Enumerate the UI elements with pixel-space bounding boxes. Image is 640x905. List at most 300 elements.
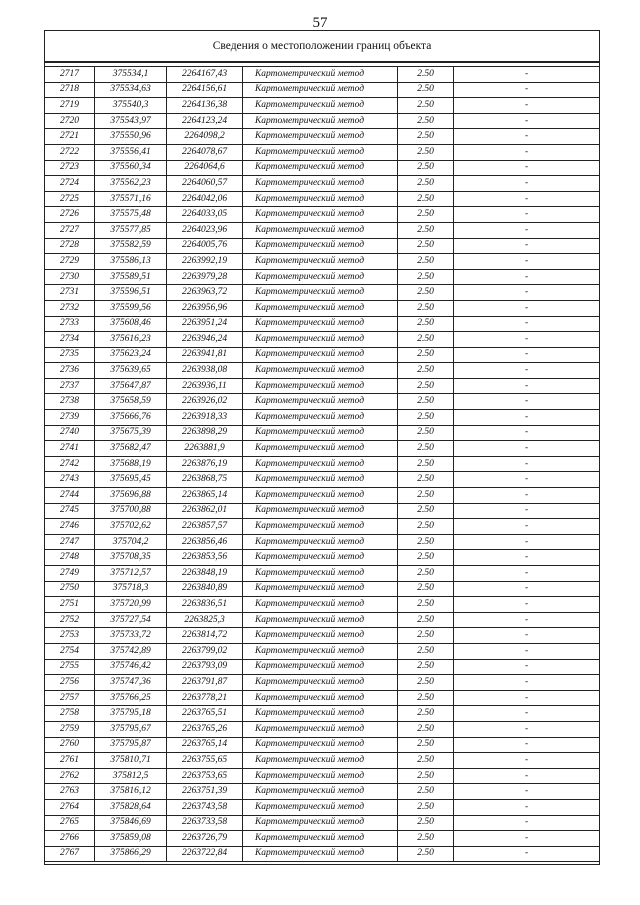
description-cell: -	[454, 160, 600, 176]
description-cell: -	[454, 254, 600, 270]
determination-method-cell: Картометрический метод	[243, 612, 398, 628]
point-number-cell: 2766	[45, 831, 95, 847]
description-cell: -	[454, 628, 600, 644]
table-row	[45, 82, 600, 98]
y-coordinate-cell: 2263898,29	[167, 425, 243, 441]
description-cell: -	[454, 831, 600, 847]
point-number-cell: 2745	[45, 503, 95, 519]
precision-cell: 2.50	[398, 675, 454, 691]
table-body	[45, 31, 600, 865]
y-coordinate-cell: 2264156,61	[167, 82, 243, 98]
point-number-cell: 2724	[45, 176, 95, 192]
y-coordinate-cell: 2263799,02	[167, 643, 243, 659]
point-number-cell: 2722	[45, 144, 95, 160]
determination-method-cell: Картометрический метод	[243, 425, 398, 441]
x-coordinate-cell: 375616,23	[95, 332, 167, 348]
precision-cell: 2.50	[398, 503, 454, 519]
determination-method-cell: Картометрический метод	[243, 706, 398, 722]
y-coordinate-cell: 2264123,24	[167, 113, 243, 129]
x-coordinate-cell: 375623,24	[95, 347, 167, 363]
y-coordinate-cell: 2264042,06	[167, 191, 243, 207]
description-cell: -	[454, 753, 600, 769]
y-coordinate-cell: 2263862,01	[167, 503, 243, 519]
x-coordinate-cell: 375560,34	[95, 160, 167, 176]
x-coordinate-cell: 375708,35	[95, 550, 167, 566]
precision-cell: 2.50	[398, 488, 454, 504]
point-number-cell: 2756	[45, 675, 95, 691]
point-number-cell: 2729	[45, 254, 95, 270]
description-cell: -	[454, 612, 600, 628]
x-coordinate-cell: 375720,99	[95, 597, 167, 613]
precision-cell: 2.50	[398, 815, 454, 831]
y-coordinate-cell: 2264136,38	[167, 98, 243, 114]
x-coordinate-cell: 375695,45	[95, 472, 167, 488]
description-cell: -	[454, 597, 600, 613]
precision-cell: 2.50	[398, 534, 454, 550]
determination-method-cell: Картометрический метод	[243, 519, 398, 535]
determination-method-cell: Картометрический метод	[243, 768, 398, 784]
table-row	[45, 753, 600, 769]
point-number-cell: 2731	[45, 285, 95, 301]
point-number-cell: 2733	[45, 316, 95, 332]
x-coordinate-cell: 375599,56	[95, 300, 167, 316]
precision-cell: 2.50	[398, 191, 454, 207]
y-coordinate-cell: 2263865,14	[167, 488, 243, 504]
point-number-cell: 2755	[45, 659, 95, 675]
x-coordinate-cell: 375647,87	[95, 378, 167, 394]
precision-cell: 2.50	[398, 737, 454, 753]
determination-method-cell: Картометрический метод	[243, 534, 398, 550]
precision-cell: 2.50	[398, 144, 454, 160]
table-row	[45, 519, 600, 535]
description-cell: -	[454, 659, 600, 675]
y-coordinate-cell: 2263926,02	[167, 394, 243, 410]
precision-cell: 2.50	[398, 831, 454, 847]
y-coordinate-cell: 2263825,3	[167, 612, 243, 628]
table-row	[45, 628, 600, 644]
determination-method-cell: Картометрический метод	[243, 98, 398, 114]
y-coordinate-cell: 2264023,96	[167, 222, 243, 238]
point-number-cell: 2717	[45, 67, 95, 83]
point-number-cell: 2743	[45, 472, 95, 488]
x-coordinate-cell: 375582,59	[95, 238, 167, 254]
x-coordinate-cell: 375682,47	[95, 441, 167, 457]
x-coordinate-cell: 375733,72	[95, 628, 167, 644]
point-number-cell: 2730	[45, 269, 95, 285]
description-cell: -	[454, 643, 600, 659]
description-cell: -	[454, 488, 600, 504]
point-number-cell: 2741	[45, 441, 95, 457]
table-row	[45, 472, 600, 488]
description-cell: -	[454, 98, 600, 114]
precision-cell: 2.50	[398, 254, 454, 270]
point-number-cell: 2740	[45, 425, 95, 441]
table-row	[45, 643, 600, 659]
point-number-cell: 2765	[45, 815, 95, 831]
y-coordinate-cell: 2263778,21	[167, 690, 243, 706]
point-number-cell: 2761	[45, 753, 95, 769]
table-row	[45, 768, 600, 784]
table-row	[45, 300, 600, 316]
table-row	[45, 503, 600, 519]
y-coordinate-cell: 2263963,72	[167, 285, 243, 301]
description-cell: -	[454, 363, 600, 379]
table-row	[45, 534, 600, 550]
y-coordinate-cell: 2264064,6	[167, 160, 243, 176]
determination-method-cell: Картометрический метод	[243, 176, 398, 192]
y-coordinate-cell: 2263848,19	[167, 566, 243, 582]
y-coordinate-cell: 2263765,14	[167, 737, 243, 753]
precision-cell: 2.50	[398, 82, 454, 98]
table-row	[45, 113, 600, 129]
section-title: Сведения о местоположении границ объекта	[45, 31, 600, 63]
precision-cell: 2.50	[398, 176, 454, 192]
x-coordinate-cell: 375810,71	[95, 753, 167, 769]
precision-cell: 2.50	[398, 612, 454, 628]
y-coordinate-cell: 2264078,67	[167, 144, 243, 160]
point-number-cell: 2759	[45, 721, 95, 737]
point-number-cell: 2758	[45, 706, 95, 722]
table-row	[45, 441, 600, 457]
precision-cell: 2.50	[398, 347, 454, 363]
description-cell: -	[454, 799, 600, 815]
determination-method-cell: Картометрический метод	[243, 378, 398, 394]
table-row	[45, 815, 600, 831]
precision-cell: 2.50	[398, 768, 454, 784]
precision-cell: 2.50	[398, 425, 454, 441]
determination-method-cell: Картометрический метод	[243, 753, 398, 769]
x-coordinate-cell: 375688,19	[95, 456, 167, 472]
description-cell: -	[454, 566, 600, 582]
y-coordinate-cell: 2263765,26	[167, 721, 243, 737]
point-number-cell: 2718	[45, 82, 95, 98]
y-coordinate-cell: 2263946,24	[167, 332, 243, 348]
point-number-cell: 2747	[45, 534, 95, 550]
table-row	[45, 488, 600, 504]
point-number-cell: 2727	[45, 222, 95, 238]
precision-cell: 2.50	[398, 129, 454, 145]
x-coordinate-cell: 375746,42	[95, 659, 167, 675]
x-coordinate-cell: 375696,88	[95, 488, 167, 504]
table-row	[45, 176, 600, 192]
point-number-cell: 2728	[45, 238, 95, 254]
x-coordinate-cell: 375575,48	[95, 207, 167, 223]
point-number-cell: 2763	[45, 784, 95, 800]
point-number-cell: 2720	[45, 113, 95, 129]
point-number-cell: 2748	[45, 550, 95, 566]
x-coordinate-cell: 375795,87	[95, 737, 167, 753]
description-cell: -	[454, 394, 600, 410]
determination-method-cell: Картометрический метод	[243, 643, 398, 659]
table-row	[45, 332, 600, 348]
point-number-cell: 2753	[45, 628, 95, 644]
determination-method-cell: Картометрический метод	[243, 488, 398, 504]
y-coordinate-cell: 2264167,43	[167, 67, 243, 83]
determination-method-cell: Картометрический метод	[243, 675, 398, 691]
x-coordinate-cell: 375658,59	[95, 394, 167, 410]
y-coordinate-cell: 2263793,09	[167, 659, 243, 675]
precision-cell: 2.50	[398, 98, 454, 114]
x-coordinate-cell: 375866,29	[95, 846, 167, 862]
determination-method-cell: Картометрический метод	[243, 269, 398, 285]
y-coordinate-cell: 2263951,24	[167, 316, 243, 332]
table-row	[45, 347, 600, 363]
determination-method-cell: Картометрический метод	[243, 160, 398, 176]
table-row	[45, 425, 600, 441]
table-row	[45, 831, 600, 847]
x-coordinate-cell: 375608,46	[95, 316, 167, 332]
description-cell: -	[454, 737, 600, 753]
determination-method-cell: Картометрический метод	[243, 207, 398, 223]
x-coordinate-cell: 375700,88	[95, 503, 167, 519]
precision-cell: 2.50	[398, 846, 454, 862]
description-cell: -	[454, 534, 600, 550]
x-coordinate-cell: 375742,89	[95, 643, 167, 659]
x-coordinate-cell: 375675,39	[95, 425, 167, 441]
point-number-cell: 2737	[45, 378, 95, 394]
determination-method-cell: Картометрический метод	[243, 238, 398, 254]
precision-cell: 2.50	[398, 269, 454, 285]
table-row	[45, 394, 600, 410]
determination-method-cell: Картометрический метод	[243, 503, 398, 519]
table-row	[45, 784, 600, 800]
x-coordinate-cell: 375766,25	[95, 690, 167, 706]
table-row	[45, 581, 600, 597]
description-cell: -	[454, 347, 600, 363]
table-row	[45, 566, 600, 582]
determination-method-cell: Картометрический метод	[243, 347, 398, 363]
table-row	[45, 269, 600, 285]
determination-method-cell: Картометрический метод	[243, 815, 398, 831]
table-row	[45, 285, 600, 301]
description-cell: -	[454, 503, 600, 519]
precision-cell: 2.50	[398, 753, 454, 769]
y-coordinate-cell: 2263956,96	[167, 300, 243, 316]
point-number-cell: 2719	[45, 98, 95, 114]
y-coordinate-cell: 2263868,75	[167, 472, 243, 488]
determination-method-cell: Картометрический метод	[243, 300, 398, 316]
x-coordinate-cell: 375795,67	[95, 721, 167, 737]
table-row	[45, 98, 600, 114]
x-coordinate-cell: 375534,1	[95, 67, 167, 83]
determination-method-cell: Картометрический метод	[243, 129, 398, 145]
determination-method-cell: Картометрический метод	[243, 316, 398, 332]
precision-cell: 2.50	[398, 721, 454, 737]
description-cell: -	[454, 222, 600, 238]
description-cell: -	[454, 176, 600, 192]
precision-cell: 2.50	[398, 784, 454, 800]
y-coordinate-cell: 2263753,65	[167, 768, 243, 784]
description-cell: -	[454, 269, 600, 285]
point-number-cell: 2764	[45, 799, 95, 815]
y-coordinate-cell: 2263751,39	[167, 784, 243, 800]
determination-method-cell: Картометрический метод	[243, 363, 398, 379]
point-number-cell: 2736	[45, 363, 95, 379]
y-coordinate-cell: 2263733,58	[167, 815, 243, 831]
y-coordinate-cell: 2263765,51	[167, 706, 243, 722]
precision-cell: 2.50	[398, 332, 454, 348]
description-cell: -	[454, 721, 600, 737]
description-cell: -	[454, 285, 600, 301]
description-cell: -	[454, 378, 600, 394]
y-coordinate-cell: 2263992,19	[167, 254, 243, 270]
precision-cell: 2.50	[398, 441, 454, 457]
description-cell: -	[454, 410, 600, 426]
x-coordinate-cell: 375704,2	[95, 534, 167, 550]
precision-cell: 2.50	[398, 160, 454, 176]
determination-method-cell: Картометрический метод	[243, 550, 398, 566]
table-row	[45, 254, 600, 270]
x-coordinate-cell: 375571,16	[95, 191, 167, 207]
table-bottom-border	[45, 862, 600, 865]
x-coordinate-cell: 375747,36	[95, 675, 167, 691]
precision-cell: 2.50	[398, 550, 454, 566]
point-number-cell: 2750	[45, 581, 95, 597]
point-number-cell: 2752	[45, 612, 95, 628]
determination-method-cell: Картометрический метод	[243, 846, 398, 862]
point-number-cell: 2749	[45, 566, 95, 582]
x-coordinate-cell: 375596,51	[95, 285, 167, 301]
y-coordinate-cell: 2263938,08	[167, 363, 243, 379]
precision-cell: 2.50	[398, 456, 454, 472]
determination-method-cell: Картометрический метод	[243, 285, 398, 301]
y-coordinate-cell: 2263936,11	[167, 378, 243, 394]
y-coordinate-cell: 2263791,87	[167, 675, 243, 691]
point-number-cell: 2754	[45, 643, 95, 659]
precision-cell: 2.50	[398, 238, 454, 254]
determination-method-cell: Картометрический метод	[243, 113, 398, 129]
precision-cell: 2.50	[398, 472, 454, 488]
table-row	[45, 706, 600, 722]
description-cell: -	[454, 300, 600, 316]
table-row	[45, 222, 600, 238]
description-cell: -	[454, 846, 600, 862]
boundary-coordinates-table	[44, 30, 600, 865]
point-number-cell: 2762	[45, 768, 95, 784]
y-coordinate-cell: 2264033,05	[167, 207, 243, 223]
point-number-cell: 2746	[45, 519, 95, 535]
x-coordinate-cell: 375718,3	[95, 581, 167, 597]
precision-cell: 2.50	[398, 581, 454, 597]
description-cell: -	[454, 706, 600, 722]
table-row	[45, 737, 600, 753]
x-coordinate-cell: 375586,13	[95, 254, 167, 270]
point-number-cell: 2767	[45, 846, 95, 862]
description-cell: -	[454, 425, 600, 441]
determination-method-cell: Картометрический метод	[243, 566, 398, 582]
determination-method-cell: Картометрический метод	[243, 690, 398, 706]
x-coordinate-cell: 375828,64	[95, 799, 167, 815]
y-coordinate-cell: 2263918,33	[167, 410, 243, 426]
x-coordinate-cell: 375666,76	[95, 410, 167, 426]
determination-method-cell: Картометрический метод	[243, 597, 398, 613]
precision-cell: 2.50	[398, 207, 454, 223]
description-cell: -	[454, 519, 600, 535]
x-coordinate-cell: 375816,12	[95, 784, 167, 800]
y-coordinate-cell: 2263876,19	[167, 456, 243, 472]
table-row	[45, 659, 600, 675]
description-cell: -	[454, 472, 600, 488]
x-coordinate-cell: 375543,97	[95, 113, 167, 129]
description-cell: -	[454, 316, 600, 332]
point-number-cell: 2734	[45, 332, 95, 348]
precision-cell: 2.50	[398, 113, 454, 129]
determination-method-cell: Картометрический метод	[243, 410, 398, 426]
description-cell: -	[454, 238, 600, 254]
y-coordinate-cell: 2263726,79	[167, 831, 243, 847]
x-coordinate-cell: 375712,57	[95, 566, 167, 582]
precision-cell: 2.50	[398, 566, 454, 582]
table-row	[45, 612, 600, 628]
precision-cell: 2.50	[398, 706, 454, 722]
determination-method-cell: Картометрический метод	[243, 472, 398, 488]
determination-method-cell: Картометрический метод	[243, 394, 398, 410]
y-coordinate-cell: 2263881,9	[167, 441, 243, 457]
description-cell: -	[454, 784, 600, 800]
table-row	[45, 191, 600, 207]
table-row	[45, 410, 600, 426]
table-row	[45, 238, 600, 254]
point-number-cell: 2721	[45, 129, 95, 145]
description-cell: -	[454, 207, 600, 223]
y-coordinate-cell: 2264060,57	[167, 176, 243, 192]
description-cell: -	[454, 67, 600, 83]
y-coordinate-cell: 2263836,51	[167, 597, 243, 613]
description-cell: -	[454, 129, 600, 145]
determination-method-cell: Картометрический метод	[243, 581, 398, 597]
x-coordinate-cell: 375562,23	[95, 176, 167, 192]
table-row	[45, 721, 600, 737]
determination-method-cell: Картометрический метод	[243, 721, 398, 737]
point-number-cell: 2760	[45, 737, 95, 753]
precision-cell: 2.50	[398, 597, 454, 613]
table-row	[45, 363, 600, 379]
y-coordinate-cell: 2263853,56	[167, 550, 243, 566]
determination-method-cell: Картометрический метод	[243, 456, 398, 472]
x-coordinate-cell: 375859,08	[95, 831, 167, 847]
precision-cell: 2.50	[398, 628, 454, 644]
page-number: 57	[312, 15, 328, 31]
description-cell: -	[454, 675, 600, 691]
y-coordinate-cell: 2263856,46	[167, 534, 243, 550]
determination-method-cell: Картометрический метод	[243, 628, 398, 644]
table-row	[45, 846, 600, 862]
y-coordinate-cell: 2264098,2	[167, 129, 243, 145]
point-number-cell: 2744	[45, 488, 95, 504]
description-cell: -	[454, 768, 600, 784]
x-coordinate-cell: 375534,63	[95, 82, 167, 98]
precision-cell: 2.50	[398, 690, 454, 706]
point-number-cell: 2726	[45, 207, 95, 223]
x-coordinate-cell: 375540,3	[95, 98, 167, 114]
description-cell: -	[454, 581, 600, 597]
determination-method-cell: Картометрический метод	[243, 831, 398, 847]
y-coordinate-cell: 2263722,84	[167, 846, 243, 862]
determination-method-cell: Картометрический метод	[243, 799, 398, 815]
point-number-cell: 2738	[45, 394, 95, 410]
precision-cell: 2.50	[398, 659, 454, 675]
x-coordinate-cell: 375639,65	[95, 363, 167, 379]
y-coordinate-cell: 2263979,28	[167, 269, 243, 285]
precision-cell: 2.50	[398, 285, 454, 301]
determination-method-cell: Картометрический метод	[243, 191, 398, 207]
point-number-cell: 2757	[45, 690, 95, 706]
description-cell: -	[454, 191, 600, 207]
table-row	[45, 129, 600, 145]
table-row	[45, 378, 600, 394]
description-cell: -	[454, 82, 600, 98]
precision-cell: 2.50	[398, 316, 454, 332]
